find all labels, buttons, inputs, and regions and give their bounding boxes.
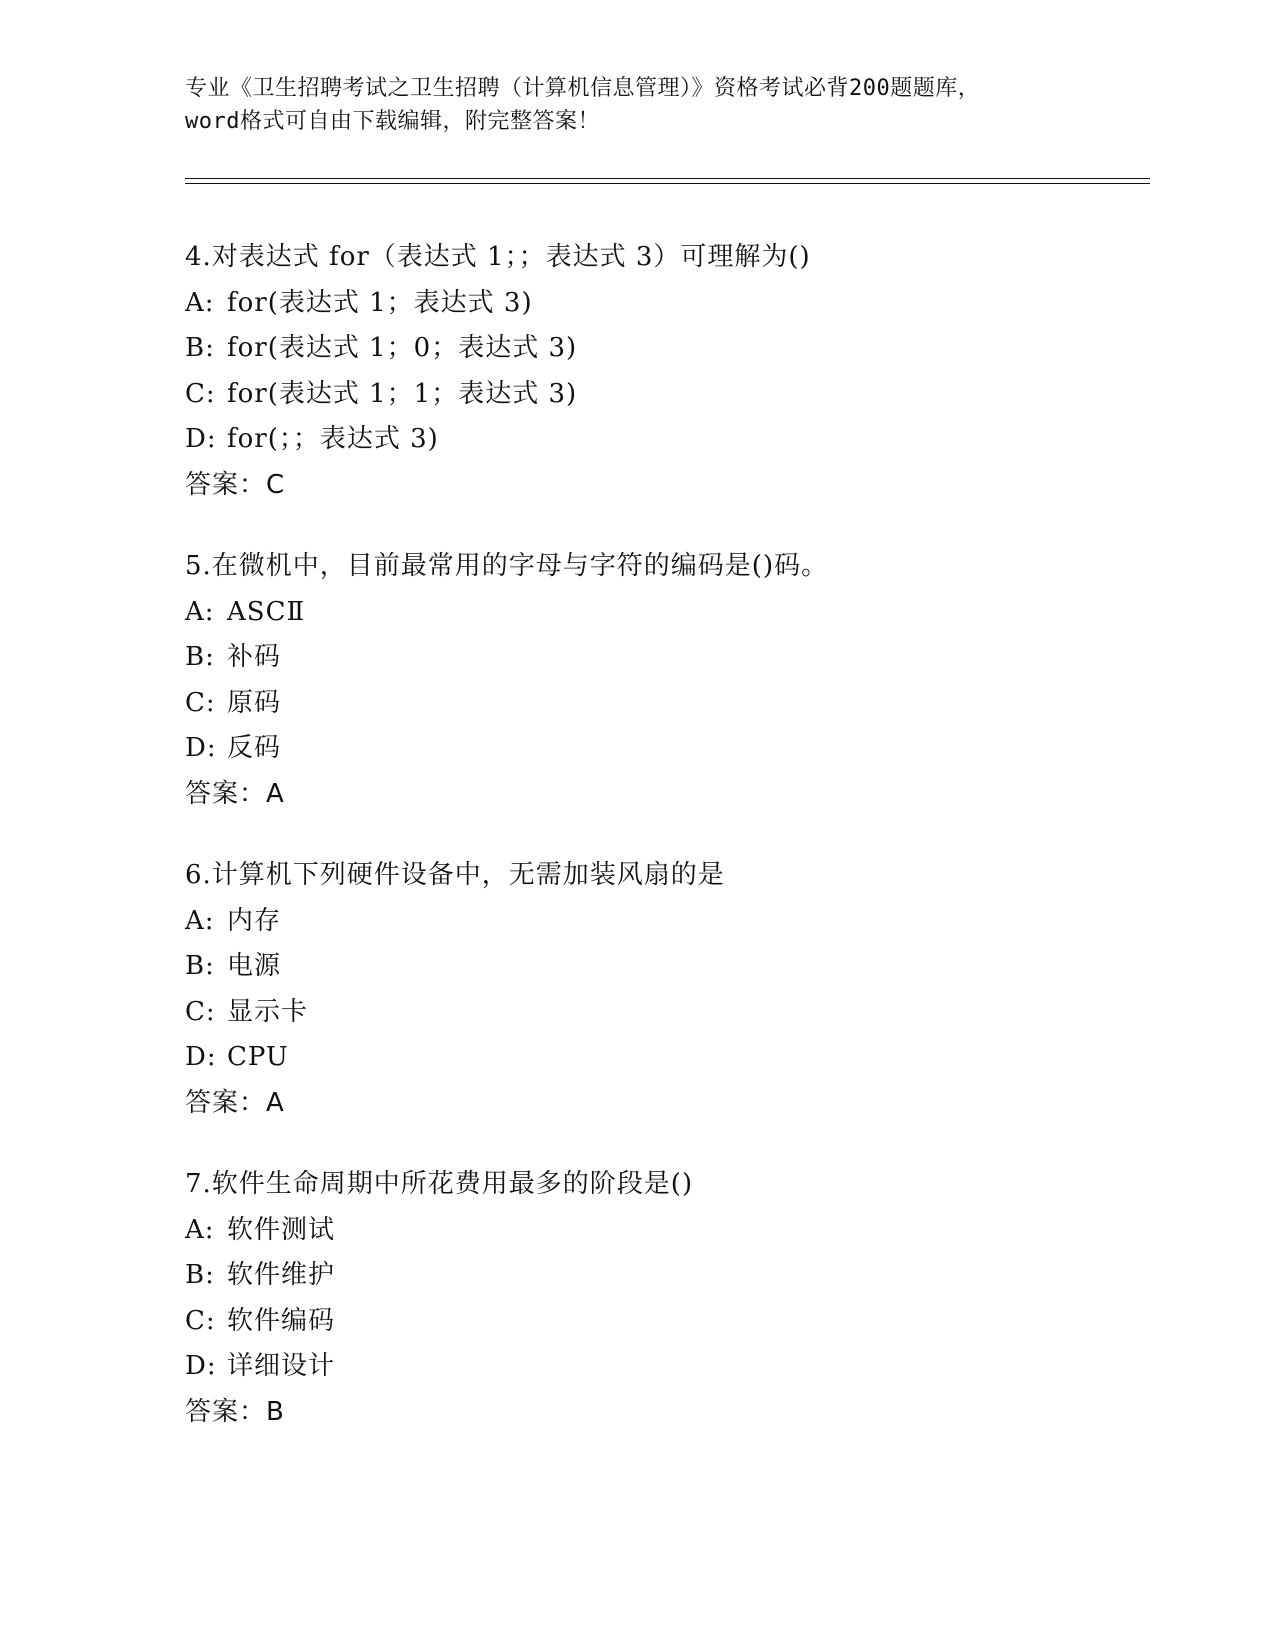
option-letter: D: — [185, 733, 217, 763]
option-text: 详细设计 — [227, 1351, 336, 1381]
option-text: 内存 — [227, 905, 282, 936]
option-text: 反码 — [227, 733, 282, 763]
option-letter: A: — [185, 287, 215, 318]
header-divider-bottom — [185, 183, 1150, 184]
option-b — [185, 1253, 1145, 1299]
answer-line: 答案：B — [185, 1396, 285, 1427]
option-a — [185, 899, 1145, 945]
option-letter: C: — [185, 996, 216, 1027]
answer-line: 答案：A — [185, 778, 285, 809]
header-divider-top — [185, 178, 1150, 179]
option-letter: C: — [185, 1305, 216, 1336]
answer-line: 答案：A — [185, 1087, 285, 1118]
option-letter: C: — [185, 687, 216, 718]
option-text: 显示卡 — [227, 996, 309, 1027]
option-text: for(；；表达式 3) — [227, 424, 439, 454]
question-block — [185, 853, 1145, 1126]
option-a — [185, 281, 1145, 327]
option-d — [185, 726, 1145, 772]
option-text: 软件测试 — [227, 1214, 336, 1245]
option-b — [185, 635, 1145, 681]
option-letter: A: — [185, 1214, 215, 1245]
question-stem: 5.在微机中，目前最常用的字母与字符的编码是()码。 — [185, 551, 829, 581]
option-c — [185, 372, 1145, 418]
option-letter: B: — [185, 333, 215, 363]
option-text: for(表达式 1；1；表达式 3) — [227, 378, 578, 409]
question-list — [185, 235, 1145, 1471]
option-letter: A: — [185, 905, 215, 936]
header-line-2: word格式可自由下载编辑，附完整答案！ — [185, 109, 600, 134]
option-text: 原码 — [227, 687, 282, 718]
option-d — [185, 1344, 1145, 1390]
answer-line: 答案：C — [185, 469, 286, 500]
option-c — [185, 681, 1145, 727]
question-block — [185, 1162, 1145, 1435]
option-letter: C: — [185, 378, 216, 409]
option-letter: A: — [185, 596, 215, 627]
option-b — [185, 944, 1145, 990]
option-text: 补码 — [227, 642, 282, 672]
question-stem: 7.软件生命周期中所花费用最多的阶段是() — [185, 1169, 694, 1199]
option-letter: D: — [185, 424, 217, 454]
option-d — [185, 1035, 1145, 1081]
option-text: 软件维护 — [227, 1260, 336, 1290]
option-letter: B: — [185, 1260, 215, 1290]
option-b — [185, 326, 1145, 372]
option-c — [185, 990, 1145, 1036]
option-letter: B: — [185, 642, 215, 672]
option-text: for(表达式 1；0；表达式 3) — [227, 333, 578, 363]
option-text: CPU — [227, 1042, 289, 1072]
option-a — [185, 590, 1145, 636]
option-text: 软件编码 — [227, 1305, 336, 1336]
option-letter: D: — [185, 1351, 217, 1381]
question-stem: 4.对表达式 for（表达式 1；；表达式 3）可理解为() — [185, 242, 811, 272]
question-block — [185, 544, 1145, 817]
question-block — [185, 235, 1145, 508]
header-line-1: 专业《卫生招聘考试之卫生招聘（计算机信息管理）》资格考试必背200题题库， — [185, 76, 981, 101]
option-letter: B: — [185, 951, 215, 981]
option-d — [185, 417, 1145, 463]
option-a — [185, 1208, 1145, 1254]
document-header — [185, 72, 1145, 138]
question-stem: 6.计算机下列硬件设备中，无需加装风扇的是 — [185, 860, 725, 890]
option-text: ASCⅡ — [227, 596, 306, 627]
option-c — [185, 1299, 1145, 1345]
option-letter: D: — [185, 1042, 217, 1072]
option-text: 电源 — [227, 951, 282, 981]
option-text: for(表达式 1；表达式 3) — [227, 287, 533, 318]
